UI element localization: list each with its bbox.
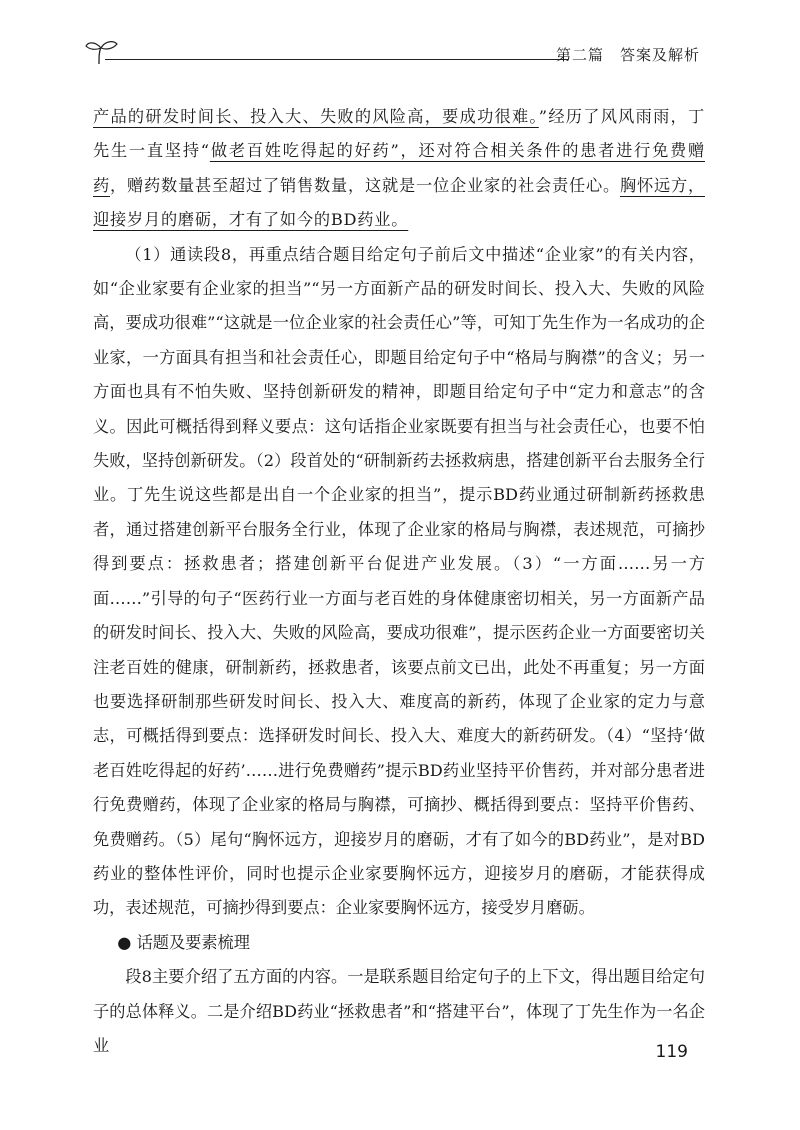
quote-sentence-2: ”经历了风风雨雨，丁先生一直坚持“: [93, 107, 705, 161]
summary-paragraph: 段8主要介绍了五方面的内容。一是联系题目给定句子的上下文，得出题目给定句子的总体释义。二是介绍BD药业“拯救患者”和“搭建平台”，体现了丁先生作为一名企业: [93, 967, 705, 1055]
section-heading: [93, 926, 705, 960]
header-title: 第二篇 答案及解析: [555, 46, 700, 64]
page-number: 119: [655, 1042, 688, 1062]
quote-sentence-5: 胸怀远方，迎接岁月的磨砺，才有了如今的BD药业。: [93, 175, 705, 230]
quote-sentence-1: 产品的研发时间长、投入大、失败的风险高，要成功很难。: [93, 107, 539, 126]
analysis-paragraph: （1）通读段8，再重点结合题目给定句子前后文中描述“企业家”的有关内容，如“企业家要有企业家的担当”“另一方面新产品的研发时间长、投入大、失败的风险高，要成功很难”“这就是一位企业家的社会责任心”等，可知丁先生作为一名成功的企业家，一方面具有担当和社会责任心，即题目给定句子中“格局与胸襟”的含义；另一方面也具有不怕失败、坚持创新研发的精神，即题目给定句子中“定力和意志”的含义。因此可概括得到释义要点：这句话指企业家既要有担当与社会责任心，也要不怕失败，坚持创新研发。（2）段首处的“研制新药去拯救病患，搭建创新平台去服务全行业。丁先生说这些都是出自一个企业家的担当”，提示BD药业通过研制新药拯救患者，通过搭建创新平台服务全行业，体现了企业家的格局与胸襟，表述规范，可摘抄得到要点：拯救患者；搭建创新平台促进产业发展。（3）“一方面……另一方面……”引导的句子“医药行业一方面与老百姓的身体健康密切相关，另一方面新产品的研发时间长、投入大、失败的风险高，要成功很难”，提示医药企业一方面要密切关注老百姓的健康，研制新药，拯救患者，该要点前文已出，此处不再重复；另一方面也要选择研制那些研发时间长、投入大、难度高的新药，体现了企业家的定力与意志，可概括得到要点：选择研发时间长、投入大、难度大的新药研发。（4）“坚持‘做老百姓吃得起的好药’……进行免费赠药”提示BD药业坚持平价售药，并对部分患者进行免费赠药，体现了企业家的格局与胸襟，可摘抄、概括得到要点：坚持平价售药、免费赠药。（5）尾句“胸怀远方，迎接岁月的磨砺，才有了如今的BD药业”，是对BD药业的整体性评价，同时也提示企业家要胸怀远方，迎接岁月的磨砺，才能获得成功，表述规范，可摘抄得到要点：企业家要胸怀远方，接受岁月磨砺。: [93, 244, 705, 918]
header-rule: [105, 59, 568, 60]
page-header: [85, 38, 700, 68]
sprout-icon: [85, 38, 119, 68]
quote-sentence-3: 做老百姓吃得起的好药”，还对符合相关条件的患者进行免费赠药: [93, 141, 705, 195]
section-title: 话题及要素梳理: [136, 932, 250, 952]
page-body: [93, 100, 705, 1063]
quote-sentence-4: ，赠药数量甚至超过了销售数量，这就是一位企业家的社会责任心。: [110, 175, 620, 195]
source-quote: [93, 100, 705, 238]
bullet-icon: ●: [117, 932, 132, 952]
